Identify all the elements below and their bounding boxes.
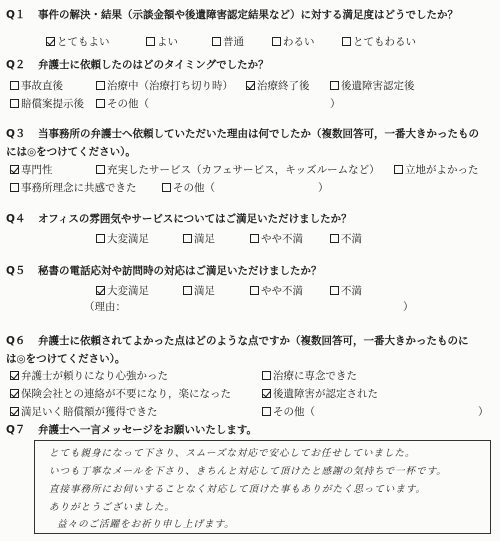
question-5-text: 秘書の電話応対や訪問時の対応はご満足いただけましたか？ <box>38 265 322 277</box>
message-line-5: 益々のご活躍をお祈り申し上げます。 <box>57 519 235 530</box>
question-6 <box>6 333 494 366</box>
checkbox[interactable] <box>10 81 19 90</box>
option-q1-very-bad[interactable]: とてもわるい <box>342 34 416 49</box>
checkbox-checked[interactable] <box>10 371 19 380</box>
question-6-number: Q６ <box>6 335 26 347</box>
option-q3-services[interactable]: 充実したサービス（カフェサービス，キッズルームなど） <box>96 162 380 177</box>
checkbox[interactable] <box>330 234 339 243</box>
question-2-options-row-1 <box>0 78 500 92</box>
question-4-text: オフィスの雰囲気やサービスについてはご満足いただけましたか？ <box>38 213 352 225</box>
checkbox[interactable] <box>10 99 19 108</box>
option-q3-location[interactable]: 立地がよかった <box>394 162 479 177</box>
option-q2-during-treatment[interactable]: 治療中（治療打ち切り時） <box>96 78 233 93</box>
option-q3-other[interactable]: その他（ <box>162 180 215 195</box>
q5-reason-close: ） <box>403 301 414 313</box>
question-5-options <box>0 283 500 297</box>
question-3-options-row-1 <box>0 162 500 176</box>
question-1-header <box>6 7 494 22</box>
question-1-number: Q１ <box>6 9 26 21</box>
question-2-options-row-2 <box>0 96 500 110</box>
checkbox[interactable] <box>250 234 259 243</box>
message-line-3: 直接事務所にお伺いすることなく対応して頂けた事もありがたく思っています。 <box>49 484 427 495</box>
question-4 <box>6 211 494 226</box>
q3-other-close: ） <box>318 182 329 194</box>
checkbox[interactable] <box>183 234 192 243</box>
checkbox-checked[interactable] <box>10 407 19 416</box>
question-7-number: Q７ <box>6 424 26 436</box>
question-3-text: 当事務所の弁護士へ依頼していただいた理由は何でしたか（複数回答可，一番大きかったもの <box>38 128 479 140</box>
option-q6-reliable-lawyer[interactable]: 弁護士が頼りになり心強かった <box>10 368 168 383</box>
option-q2-other[interactable]: その他（ <box>96 96 149 111</box>
checkbox[interactable] <box>394 165 403 174</box>
question-4-number: Q４ <box>6 213 26 225</box>
question-5 <box>6 263 494 278</box>
question-2-text: 弁護士に依頼したのはどのタイミングでしたか？ <box>38 59 269 71</box>
question-5-reason <box>0 299 500 313</box>
question-1-text: 事件の解決・結果（示談金額や後遺障害認定結果など）に対する満足度はどうでしたか？ <box>38 9 458 21</box>
checkbox[interactable] <box>330 286 339 295</box>
question-6-options-row-3 <box>0 404 500 418</box>
option-q3-philosophy[interactable]: 事務所理念に共感できた <box>10 180 137 195</box>
checkbox[interactable] <box>272 37 281 46</box>
checkbox[interactable] <box>262 407 271 416</box>
option-q2-after-treatment[interactable]: 治療終了後 <box>246 78 310 93</box>
question-3-text-cont: には◎をつけてください）。 <box>6 146 136 158</box>
option-q1-bad[interactable]: わるい <box>272 34 315 49</box>
option-q6-disability-certified[interactable]: 後遺障害が認定された <box>262 386 378 401</box>
checkbox[interactable] <box>250 286 259 295</box>
option-q4-very-satisfied[interactable]: 大変満足 <box>96 231 149 246</box>
question-4-header <box>6 211 494 226</box>
question-5-number: Q５ <box>6 265 26 277</box>
checkbox[interactable] <box>10 183 19 192</box>
option-q4-satisfied[interactable]: 満足 <box>183 231 215 246</box>
option-q3-expertise[interactable]: 専門性 <box>10 162 53 177</box>
question-6-text-cont: は◎をつけてください）。 <box>6 353 126 365</box>
message-line-1: とても親身になって下さり、スムーズな対応で安心してお任せしていました。 <box>49 448 416 459</box>
question-1-options <box>0 34 500 48</box>
question-3-number: Q３ <box>6 128 26 140</box>
option-q4-dissatisfied[interactable]: 不満 <box>330 231 362 246</box>
checkbox[interactable] <box>96 234 105 243</box>
option-q1-good[interactable]: よい <box>146 34 178 49</box>
checkbox-checked[interactable] <box>46 37 55 46</box>
question-2-number: Q２ <box>6 59 26 71</box>
option-q1-average[interactable]: 普通 <box>212 34 244 49</box>
message-line-4: ありがとうございました。 <box>49 502 175 513</box>
option-q2-after-settlement-offer[interactable]: 賠償案提示後 <box>10 96 84 111</box>
checkbox-checked[interactable] <box>10 165 19 174</box>
question-2-header <box>6 57 494 72</box>
checkbox-checked[interactable] <box>10 389 19 398</box>
question-5-header <box>6 263 494 278</box>
question-3-options-row-2 <box>0 180 500 194</box>
q5-reason-label: （理由： <box>84 301 126 313</box>
checkbox[interactable] <box>96 165 105 174</box>
checkbox[interactable] <box>146 37 155 46</box>
message-line-2: いつも丁寧なメールを下さり、きちんと対応して頂けたと感謝の気持ちで一杯です。 <box>49 466 447 477</box>
option-q5-satisfied[interactable]: 満足 <box>183 283 215 298</box>
option-q2-right-after-accident[interactable]: 事故直後 <box>10 78 63 93</box>
checkbox[interactable] <box>262 371 271 380</box>
option-q6-focus-on-treatment[interactable]: 治療に専念できた <box>262 368 357 383</box>
checkbox[interactable] <box>96 81 105 90</box>
question-6-text: 弁護士に依頼されてよかった点はどのような点ですか（複数回答可，一番大きかったものに <box>38 335 469 347</box>
message-box[interactable] <box>34 440 491 534</box>
question-2 <box>6 57 494 72</box>
checkbox-checked[interactable] <box>96 286 105 295</box>
question-6-options-row-1 <box>0 368 500 382</box>
question-3 <box>6 126 494 159</box>
checkbox[interactable] <box>183 286 192 295</box>
question-4-options <box>0 231 500 245</box>
option-q6-no-insurer-contact[interactable]: 保険会社との連絡が不要になり，楽になった <box>10 386 231 401</box>
question-7-header <box>6 422 494 437</box>
option-q6-other[interactable]: その他（ <box>262 404 315 419</box>
option-q1-very-good[interactable]: とてもよい <box>46 34 110 49</box>
question-6-options-row-2 <box>0 386 500 400</box>
checkbox[interactable] <box>96 99 105 108</box>
option-q6-satisfying-compensation[interactable]: 満足いく賠償額が獲得できた <box>10 404 158 419</box>
question-6-header <box>6 333 494 348</box>
checkbox-checked[interactable] <box>262 389 271 398</box>
option-q5-dissatisfied[interactable]: 不満 <box>330 283 362 298</box>
checkbox[interactable] <box>342 37 351 46</box>
checkbox[interactable] <box>212 37 221 46</box>
question-7-text: 弁護士へ一言メッセージをお願いいたします。 <box>38 424 258 436</box>
option-q5-very-satisfied[interactable]: 大変満足 <box>96 283 149 298</box>
option-q5-somewhat-dissatisfied[interactable]: やや不満 <box>250 283 303 298</box>
option-q4-somewhat-dissatisfied[interactable]: やや不満 <box>250 231 303 246</box>
option-q2-after-certification[interactable]: 後遺障害認定後 <box>330 78 415 93</box>
checkbox-checked[interactable] <box>246 81 255 90</box>
question-7 <box>6 422 494 437</box>
q6-other-close: ） <box>478 406 489 418</box>
q2-other-close: ） <box>330 98 341 110</box>
checkbox[interactable] <box>162 183 171 192</box>
question-1 <box>6 7 494 22</box>
checkbox[interactable] <box>330 81 339 90</box>
question-3-header <box>6 126 494 141</box>
